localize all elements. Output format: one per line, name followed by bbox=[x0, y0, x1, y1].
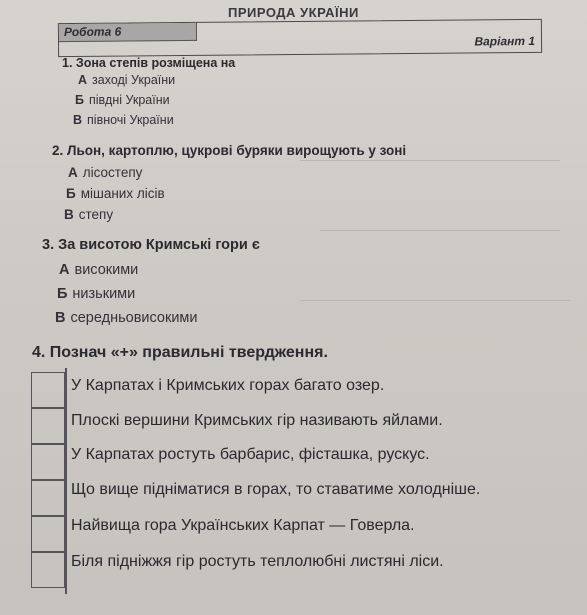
option-text: високими bbox=[74, 262, 139, 278]
option-letter: Б bbox=[57, 286, 68, 302]
option-text: півночі України bbox=[87, 113, 174, 127]
question-2-option-b[interactable] bbox=[66, 186, 165, 201]
option-letter: В bbox=[73, 113, 83, 127]
option-letter: В bbox=[55, 310, 66, 326]
question-1-option-a[interactable] bbox=[78, 73, 175, 87]
option-text: середньовисокими bbox=[70, 310, 198, 326]
question-3-option-a[interactable] bbox=[59, 262, 138, 278]
statements-table bbox=[31, 368, 576, 594]
question-1-option-b[interactable] bbox=[75, 93, 170, 107]
question-1-option-c[interactable] bbox=[73, 113, 174, 127]
option-letter: А bbox=[68, 165, 78, 180]
answer-checkbox-1[interactable] bbox=[31, 372, 65, 408]
answer-checkbox-5[interactable] bbox=[31, 516, 65, 552]
answer-checkbox-6[interactable] bbox=[31, 552, 65, 588]
variant-label: Варіант 1 bbox=[474, 33, 536, 49]
work-header-box bbox=[58, 19, 542, 57]
question-2-option-c[interactable] bbox=[64, 207, 113, 222]
option-text: низькими bbox=[72, 286, 136, 302]
question-3-text: 3. За висотою Кримські гори є bbox=[42, 237, 260, 253]
question-1-text: 1. Зона степів розміщена на bbox=[62, 56, 236, 70]
work-label: Робота 6 bbox=[59, 23, 197, 42]
option-text: степу bbox=[78, 207, 114, 222]
statement-4: Що вище підніматися в горах, то ставатиме холодніше. bbox=[71, 481, 481, 498]
statement-6: Біля підніжжя гір ростуть теплолюбні листяні ліси. bbox=[71, 553, 444, 570]
option-letter: А bbox=[78, 73, 88, 87]
question-4-text: 4. Познач «+» правильні твердження. bbox=[32, 344, 328, 361]
question-2-text: 2. Льон, картоплю, цукрові буряки вирощують у зоні bbox=[52, 143, 407, 158]
question-3-option-c[interactable] bbox=[55, 310, 198, 326]
option-text: заході України bbox=[92, 73, 176, 87]
statement-3: У Карпатах ростуть барбарис, фісташка, рускус. bbox=[71, 446, 430, 463]
option-letter: В bbox=[64, 207, 74, 222]
statement-2: Плоскі вершини Кримських гір називають яйлами. bbox=[71, 412, 443, 429]
option-text: півдні України bbox=[88, 93, 170, 107]
statement-5: Найвища гора Українських Карпат — Говерла. bbox=[71, 517, 415, 534]
answer-checkbox-2[interactable] bbox=[31, 408, 65, 444]
statement-1: У Карпатах і Кримських горах багато озер. bbox=[71, 377, 385, 394]
option-letter: Б bbox=[66, 186, 76, 201]
option-letter: Б bbox=[75, 93, 84, 107]
question-3-option-b[interactable] bbox=[57, 286, 135, 302]
answer-checkbox-3[interactable] bbox=[31, 444, 65, 480]
option-text: лісостепу bbox=[82, 165, 143, 180]
answer-checkbox-4[interactable] bbox=[31, 480, 65, 516]
page-header-title: ПРИРОДА УКРАЇНИ bbox=[228, 5, 359, 20]
table-divider bbox=[65, 368, 67, 594]
question-2-option-a[interactable] bbox=[68, 165, 142, 180]
option-text: мішаних лісів bbox=[80, 186, 165, 201]
option-letter: А bbox=[59, 262, 70, 278]
